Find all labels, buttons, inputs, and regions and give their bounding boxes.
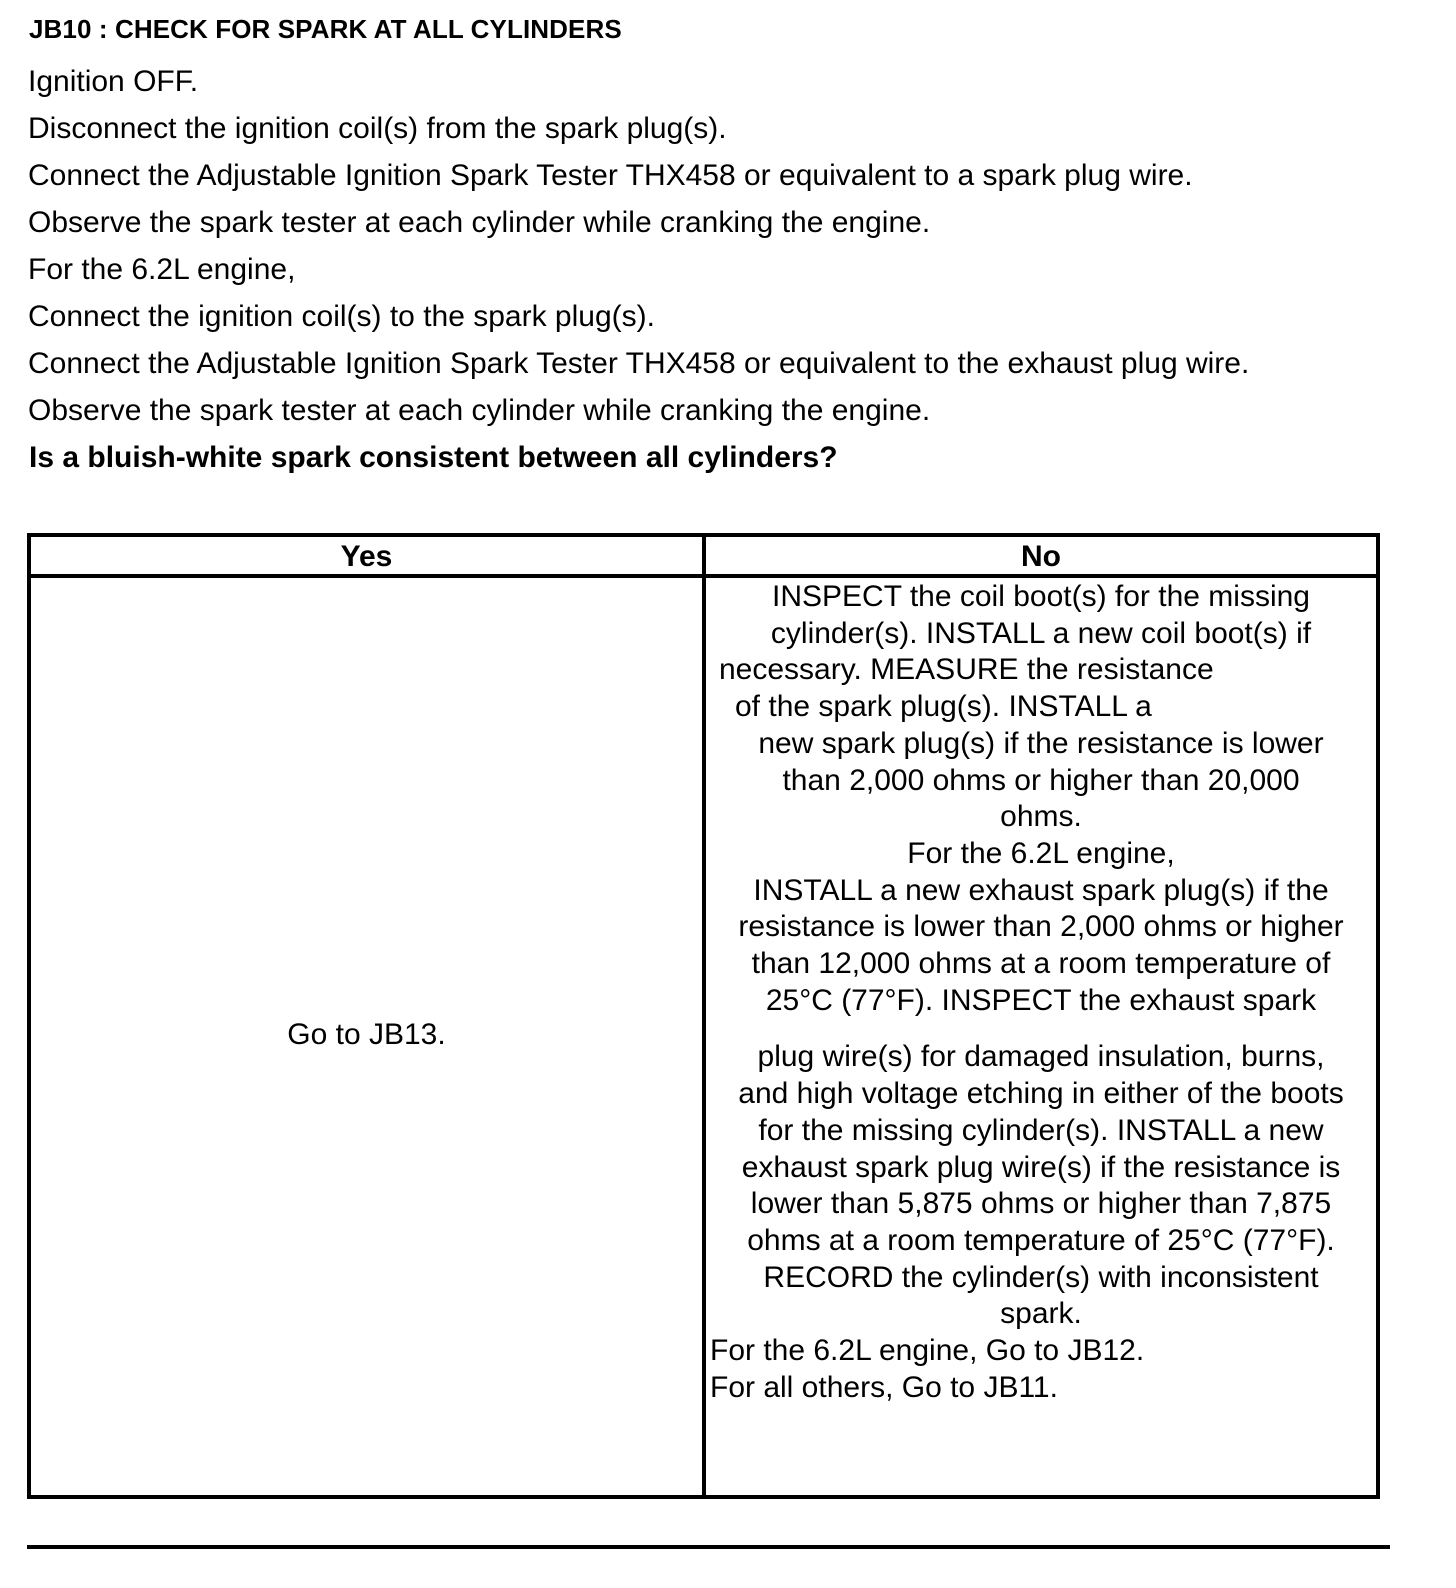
no-action-line: ohms at a room temperature of 25°C (77°F).: [747, 1223, 1335, 1257]
no-action-line: For all others, Go to JB11.: [710, 1370, 1058, 1404]
no-action-line: For the 6.2L engine,: [907, 836, 1175, 870]
no-action-line: necessary. MEASURE the resistance: [719, 653, 1214, 687]
no-action-cell: [708, 579, 1374, 1406]
no-action-line: spark.: [1000, 1297, 1082, 1331]
no-action-line: cylinder(s). INSTALL a new coil boot(s) if: [770, 616, 1312, 650]
no-action-line: INSPECT the coil boot(s) for the missing: [772, 580, 1310, 613]
no-action-line: plug wire(s) for damaged insulation, burns,: [757, 1040, 1325, 1074]
no-action-line: resistance is lower than 2,000 ohms or higher: [738, 910, 1344, 944]
step-item: Connect the Adjustable Ignition Spark Tester THX458 or equivalent to the exhaust plug wire.: [28, 347, 1250, 380]
step-item: Connect the ignition coil(s) to the spark plug(s).: [28, 300, 655, 333]
column-divider: [702, 537, 706, 1495]
step-item: Disconnect the ignition coil(s) from the spark plug(s).: [28, 112, 727, 145]
procedure-steps: [28, 58, 1249, 434]
step-item: For the 6.2L engine,: [28, 253, 296, 286]
no-action-line: of the spark plug(s). INSTALL a: [735, 690, 1152, 724]
no-action-line: new spark plug(s) if the resistance is lower: [758, 726, 1324, 760]
no-action-line: INSTALL a new exhaust spark plug(s) if the: [753, 873, 1329, 907]
step-item: Ignition OFF.: [28, 65, 199, 98]
step-item: Observe the spark tester at each cylinder while cranking the engine.: [28, 394, 931, 427]
no-column-header: No: [1021, 540, 1061, 573]
no-action-line: lower than 5,875 ohms or higher than 7,875: [750, 1187, 1332, 1221]
decision-question: Is a bluish-white spark consistent between all cylinders?: [29, 441, 838, 474]
yes-column-header: Yes: [340, 540, 393, 573]
no-action-line: For the 6.2L engine, Go to JB12.: [710, 1334, 1145, 1368]
no-action-line: and high voltage etching in either of the boots: [738, 1077, 1344, 1111]
step-item: Observe the spark tester at each cylinder while cranking the engine.: [28, 206, 931, 239]
no-action-line: exhaust spark plug wire(s) if the resistance is: [741, 1150, 1341, 1184]
bottom-rule: [27, 1545, 1390, 1549]
decision-table: [27, 533, 1380, 1499]
procedure-heading: JB10 : CHECK FOR SPARK AT ALL CYLINDERS: [29, 14, 622, 44]
no-action-line: than 2,000 ohms or higher than 20,000: [782, 763, 1300, 797]
no-action-line: ohms.: [1000, 800, 1082, 834]
no-action-line: RECORD the cylinder(s) with inconsistent: [763, 1260, 1319, 1294]
step-item: Connect the Adjustable Ignition Spark Tester THX458 or equivalent to a spark plug wire.: [28, 159, 1193, 192]
yes-action-text: Go to JB13.: [287, 1018, 446, 1051]
no-action-line: for the missing cylinder(s). INSTALL a new: [758, 1113, 1324, 1147]
no-action-line: 25°C (77°F). INSPECT the exhaust spark: [765, 983, 1317, 1017]
no-action-line: than 12,000 ohms at a room temperature of: [751, 947, 1331, 981]
